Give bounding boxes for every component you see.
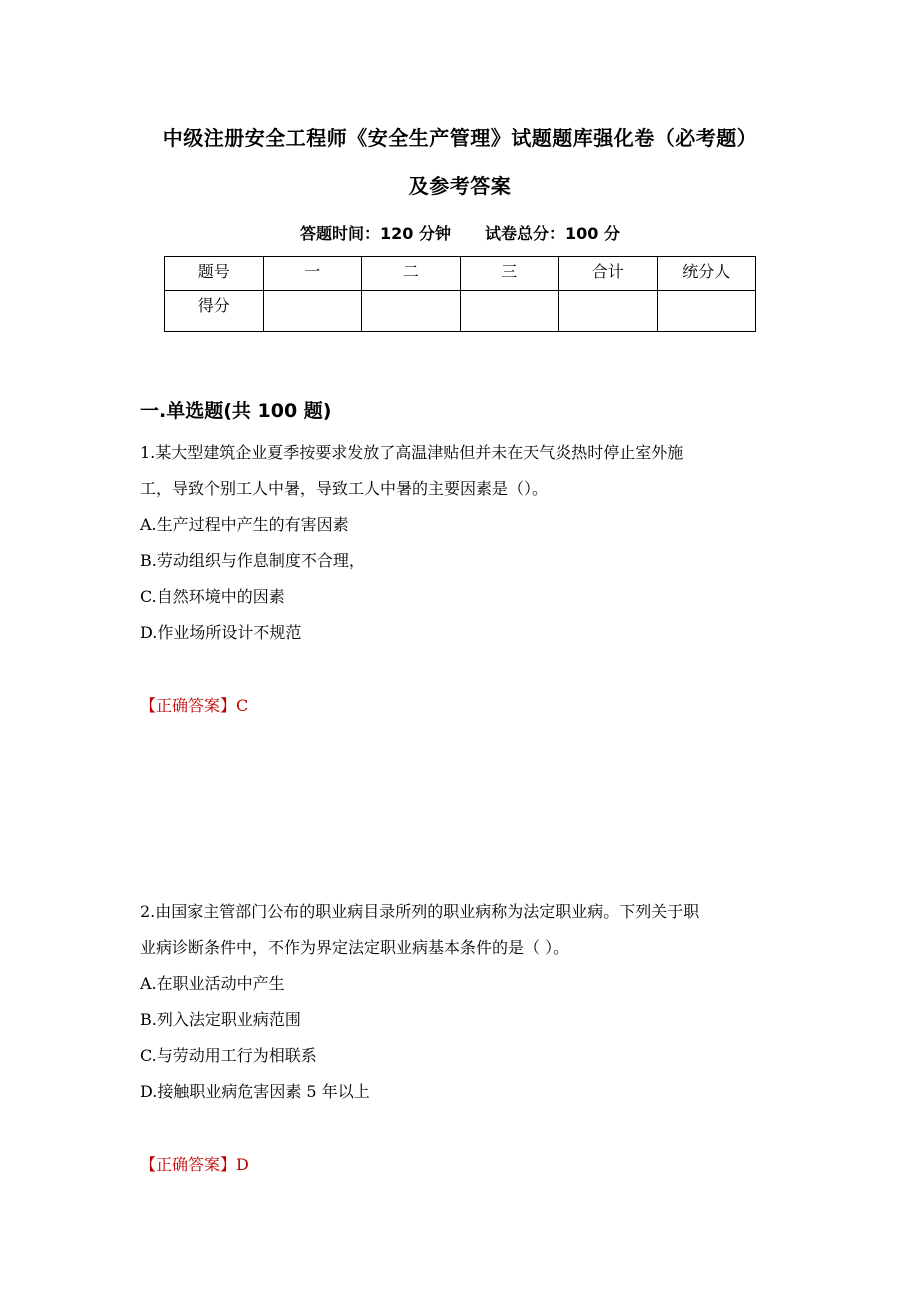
question-1-option-b: B.劳动组织与作息制度不合理，	[140, 551, 365, 570]
score-cell	[263, 291, 362, 332]
score-table-header-cell: 二	[362, 257, 461, 291]
score-table-header-cell: 三	[460, 257, 559, 291]
question-2-stem-line: 业病诊断条件中，不作为界定法定职业病基本条件的是（ ）。	[140, 938, 570, 957]
score-row-label: 得分	[165, 291, 264, 332]
question-1-option-c: C.自然环境中的因素	[140, 587, 285, 606]
question-2-option-d: D.接触职业病危害因素 5 年以上	[140, 1082, 370, 1101]
question-2-option-c: C.与劳动用工行为相联系	[140, 1046, 317, 1065]
exam-meta	[0, 221, 920, 244]
document-title: 中级注册安全工程师《安全生产管理》试题题库强化卷（必考题）	[162, 126, 758, 150]
answer-label: 【正确答案】	[140, 696, 237, 715]
question-1-stem-line: 1.某大型建筑企业夏季按要求发放了高温津贴但并未在天气炎热时停止室外施	[140, 443, 684, 462]
question-2-answer	[140, 1152, 249, 1175]
score-table-score-row	[165, 291, 756, 332]
document-subtitle: 及参考答案	[408, 174, 512, 198]
score-table-header-row	[165, 257, 756, 291]
question-2-option-b: B.列入法定职业病范围	[140, 1010, 301, 1029]
question-2-stem-line: 2.由国家主管部门公布的职业病目录所列的职业病称为法定职业病。下列关于职	[140, 902, 700, 921]
score-cell	[559, 291, 658, 332]
answer-value: D	[236, 1155, 249, 1174]
question-1-answer	[140, 693, 248, 716]
score-table-header-cell: 题号	[165, 257, 264, 291]
question-1-stem-line: 工，导致个别工人中暑，导致工人中暑的主要因素是（）。	[140, 479, 549, 498]
section-title: 一.单选题(共 100 题)	[140, 400, 332, 422]
score-cell	[362, 291, 461, 332]
score-table-header-cell: 合计	[559, 257, 658, 291]
exam-total-score: 试卷总分：100 分	[485, 224, 620, 243]
score-cell	[460, 291, 559, 332]
answer-value: C	[236, 696, 249, 715]
score-table	[164, 256, 756, 332]
question-1-option-a: A.生产过程中产生的有害因素	[140, 515, 349, 534]
question-1-option-d: D.作业场所设计不规范	[140, 623, 302, 642]
answer-label: 【正确答案】	[140, 1155, 237, 1174]
question-2-option-a: A.在职业活动中产生	[140, 974, 285, 993]
score-table-header-cell: 统分人	[657, 257, 756, 291]
score-cell	[657, 291, 756, 332]
exam-time: 答题时间：120 分钟	[300, 224, 451, 243]
score-table-header-cell: 一	[263, 257, 362, 291]
